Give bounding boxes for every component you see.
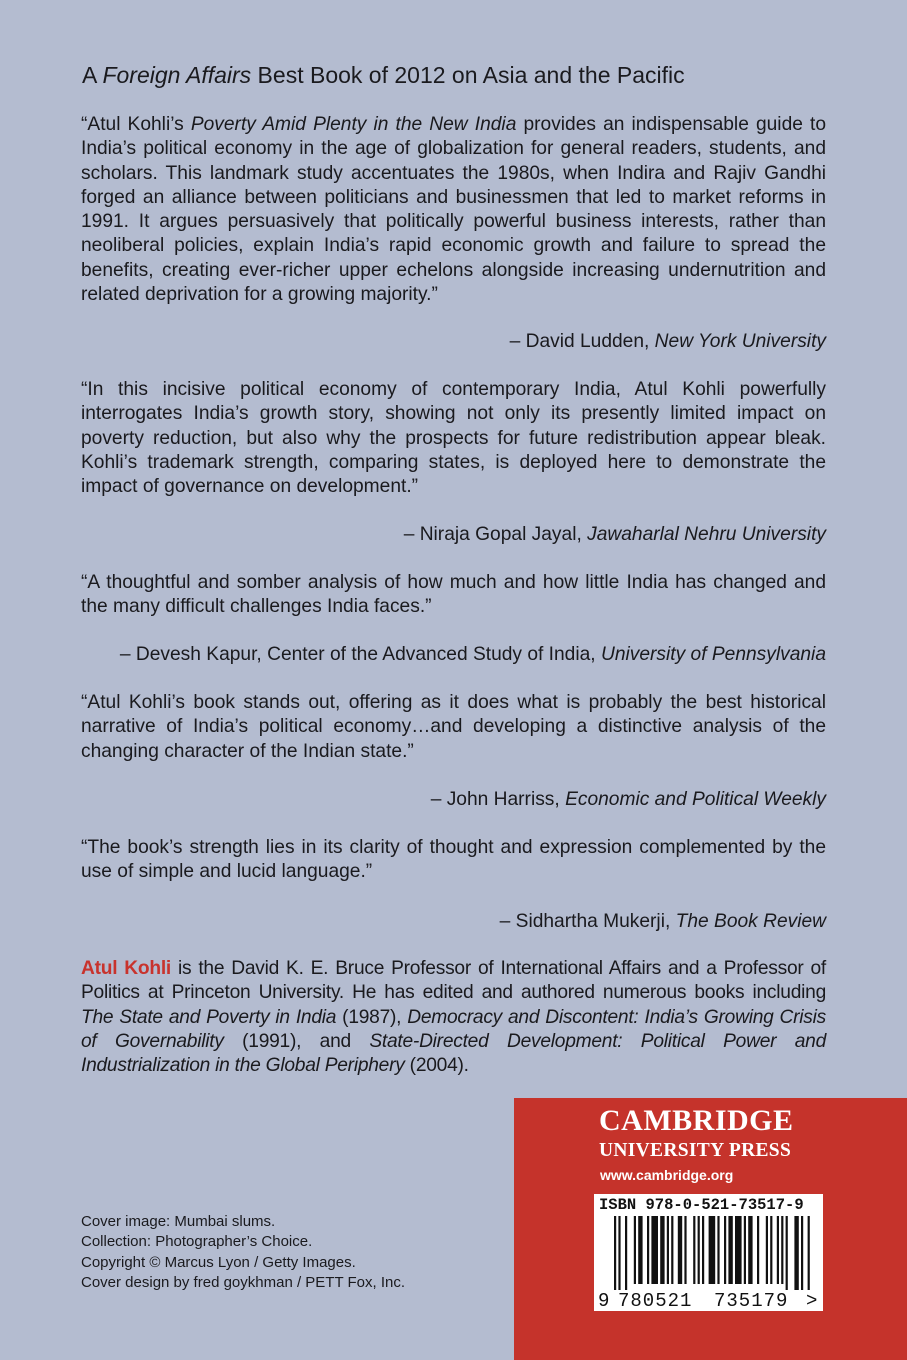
barcode-bar — [647, 1216, 649, 1284]
barcode-bar — [709, 1216, 716, 1284]
barcode-bar — [735, 1216, 742, 1284]
barcode-bar — [634, 1216, 636, 1284]
book-title: The State and Poverty in India — [81, 1006, 337, 1028]
barcode-bar — [724, 1216, 726, 1284]
barcode-bar — [757, 1216, 759, 1284]
barcode-digit-first: 9 — [598, 1290, 610, 1311]
barcode-bar — [684, 1216, 686, 1284]
barcode-icon — [594, 1194, 823, 1311]
review-quote: “A thoughtful and somber analysis of how much and how little India has changed and the many difficult challenges India faces.” — [81, 572, 826, 618]
isbn-label: ISBN 978-0-521-73517-9 — [599, 1196, 804, 1214]
barcode-bar — [693, 1216, 695, 1284]
publisher-subtitle: UNIVERSITY PRESS — [599, 1140, 792, 1161]
barcode-bar — [618, 1216, 620, 1290]
barcode-bar — [770, 1216, 772, 1284]
headline — [82, 60, 842, 90]
headline-prefix: A — [82, 62, 103, 88]
barcode-bar — [651, 1216, 658, 1284]
book-title: Poverty Amid Plenty in the New India — [190, 114, 517, 135]
review-attribution: – David Ludden, New York University — [509, 331, 826, 352]
barcode-bar — [801, 1216, 803, 1290]
barcode-bar — [678, 1216, 682, 1284]
barcode-bar — [625, 1216, 627, 1290]
barcode-bar — [717, 1216, 719, 1284]
barcode-end-mark: > — [806, 1290, 818, 1311]
credit-line: Cover image: Mumbai slums. — [81, 1213, 276, 1230]
barcode-digits-right: 735179 — [714, 1290, 789, 1311]
barcode-bar — [786, 1216, 788, 1290]
review-attribution: – John Harriss, Economic and Political Weekly — [430, 789, 826, 810]
author-bio: Atul Kohli is the David K. E. Bruce Professor of International Affairs and a Professor of Politics at Princeton University. He has edited and authored numerous books including The State and Poverty in India (1987), Democracy and Discontent: India’s Growing Crisis of Governability (1991), and State-Directed Development: Political Power and Industrialization in the Global Periphery (2004). — [81, 958, 826, 1077]
review-quote: “Atul Kohli’s book stands out, offering as it does what is probably the best historical narrative of India’s political economy…and developing a distinctive analysis of the changing character of the Indian state.” — [81, 692, 826, 762]
review-quote: “In this incisive political economy of contemporary India, Atul Kohli powerfully interrogates India’s growth story, showing not only its presently limited impact on poverty reduction, but also why the prospects for future redistribution appear bleak. Kohli’s trademark strength, comparing states, is deployed here to demonstrate the impact of governance on development.” — [81, 379, 826, 498]
barcode-bar — [794, 1216, 798, 1290]
headline-suffix: Best Book of 2012 on Asia and the Pacific — [251, 62, 685, 88]
barcode-bar — [660, 1216, 664, 1284]
barcode-bar — [702, 1216, 704, 1284]
author-name: Atul Kohli — [81, 958, 171, 979]
barcode-bar — [728, 1216, 732, 1284]
headline-publication: Foreign Affairs — [102, 62, 252, 88]
review-quote: “The book’s strength lies in its clarity of thought and expression complemented by the use of simple and lucid language.” — [81, 837, 826, 883]
book-title: State-Directed Development: Political Power and Industrialization in the Global Periphery — [81, 1030, 826, 1077]
review-attribution: – Sidhartha Mukerji, The Book Review — [499, 911, 826, 932]
barcode-digits-left: 780521 — [618, 1290, 693, 1311]
publisher-block — [514, 1098, 907, 1360]
credit-line: Collection: Photographer’s Choice. — [81, 1233, 313, 1251]
credit-line: Copyright © Marcus Lyon / Getty Images. — [81, 1253, 356, 1271]
review-attribution: – Devesh Kapur, Center of the Advanced Study of India, University of Pennsylvania — [119, 644, 826, 665]
barcode-bar — [777, 1216, 779, 1284]
review-quote: “Atul Kohli’s Poverty Amid Plenty in the New India provides an indispensable guide to India’s political economy in the age of globalization for general readers, students, and scholars. This landmark study accentuates the 1980s, when Indira and Rajiv Gandhi forged an alliance between politicians and businessmen that led to market reforms in 1991. It argues persuasively that politically powerful business interests, rather than neoliberal policies, explain India’s rapid economic growth and failure to spread the benefits, creating ever-richer upper echelons alongside increasing undernutrition and related deprivation for a growing majority.” — [81, 114, 827, 306]
barcode-bar — [781, 1216, 783, 1284]
publisher-url: www.cambridge.org — [600, 1167, 734, 1183]
isbn-barcode — [594, 1194, 823, 1311]
cover-credits — [81, 1212, 405, 1294]
barcode-bar — [744, 1216, 746, 1284]
barcode-bar — [766, 1216, 768, 1284]
barcode-bar — [748, 1216, 752, 1284]
book-title: Democracy and Discontent: India’s Growing Crisis of Governability — [81, 1006, 826, 1052]
barcode-bar — [671, 1216, 673, 1284]
credit-line: Cover design by fred goykhman / PETT Fox, Inc. — [81, 1274, 406, 1292]
publisher-logo: CAMBRIDGE — [599, 1104, 794, 1137]
barcode-bar — [808, 1216, 810, 1290]
barcode-bar — [614, 1216, 616, 1290]
review-attribution: – Niraja Gopal Jayal, Jawaharlal Nehru University — [403, 524, 826, 545]
barcode-bar — [667, 1216, 669, 1284]
barcode-bar — [638, 1216, 642, 1284]
barcode-bar — [698, 1216, 700, 1284]
